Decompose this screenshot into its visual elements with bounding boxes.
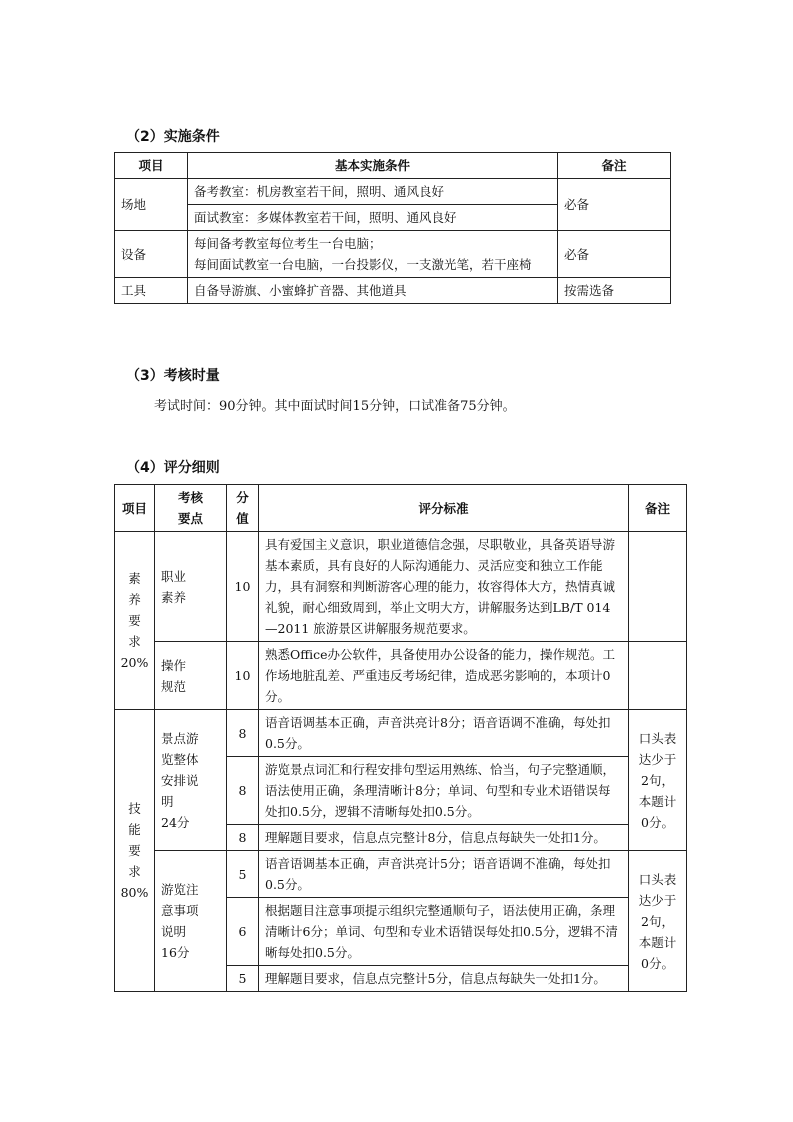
col-header-standard: 评分标准 [259, 485, 629, 532]
standard-cell: 根据题目注意事项提示组织完整通顺句子，语法使用正确，条理清晰计6分；单词、句型和专业术语错误每处扣0.5分，逻辑不清晰每处扣0.5分。 [259, 898, 629, 966]
col-header-conditions: 基本实施条件 [188, 153, 558, 179]
skill-point-overview: 景点游 览整体 安排说 明 24分 [155, 710, 227, 851]
score-cell: 8 [227, 757, 259, 825]
section-2-heading: （2）实施条件 [126, 129, 220, 145]
scoring-table [114, 484, 687, 992]
col-header-item: 项目 [115, 153, 188, 179]
table-row [115, 710, 687, 757]
tools-note: 按需选备 [558, 278, 671, 304]
note-cell-empty [629, 642, 687, 710]
quality-point-professional: 职业 素养 [155, 532, 227, 642]
skill-point-precautions: 游览注 意事项 说明 16分 [155, 851, 227, 992]
score-cell: 8 [227, 825, 259, 851]
quality-label: 素 养 要 求 20% [115, 532, 155, 710]
score-cell: 10 [227, 642, 259, 710]
standard-cell: 语音语调基本正确，声音洪亮计5分；语音语调不准确，每处扣0.5分。 [259, 851, 629, 898]
standard-cell: 熟悉Office办公软件，具备使用办公设备的能力，操作规范。工作场地脏乱差、严重违反考场纪律，造成恶劣影响的，本项计0分。 [259, 642, 629, 710]
venue-interview-room: 面试教室：多媒体教室若干间，照明、通风良好 [188, 205, 558, 231]
table-row [115, 231, 671, 278]
equipment-label: 设备 [115, 231, 188, 278]
section-3-heading: （3）考核时量 [126, 368, 220, 384]
equipment-text: 每间备考教室每位考生一台电脑； 每间面试教室一台电脑，一台投影仪，一支激光笔，若干座椅 [188, 231, 558, 278]
score-cell: 6 [227, 898, 259, 966]
standard-cell: 语音语调基本正确，声音洪亮计8分；语音语调不准确，每处扣0.5分。 [259, 710, 629, 757]
standard-cell: 具有爱国主义意识，职业道德信念强，尽职敬业，具备英语导游基本素质，具有良好的人际沟通能力、灵活应变和独立工作能力，具有洞察和判断游客心理的能力，妆容得体大方，热情真诚礼貌，耐心细致周到，举止文明大方，讲解服务达到LB/T 014—2011 旅游景区讲解服务规范要求。 [259, 532, 629, 642]
standard-cell: 理解题目要求，信息点完整计8分，信息点每缺失一处扣1分。 [259, 825, 629, 851]
note-cell-empty [629, 532, 687, 642]
section-4-heading: （4）评分细则 [126, 460, 220, 476]
standard-cell: 游览景点词汇和行程安排句型运用熟练、恰当，句子完整通顺，语法使用正确，条理清晰计8分；单词、句型和专业术语错误每处扣0.5分，逻辑不清晰每处扣0.5分。 [259, 757, 629, 825]
table-row [115, 278, 671, 304]
table-row [115, 851, 687, 898]
score-cell: 5 [227, 851, 259, 898]
tools-text: 自备导游旗、小蜜蜂扩音器、其他道具 [188, 278, 558, 304]
col-header-point: 考核 要点 [155, 485, 227, 532]
skill-label: 技 能 要 求 80% [115, 710, 155, 992]
skill-note-overview: 口头表 达少于 2句， 本题计 0分。 [629, 710, 687, 851]
tools-label: 工具 [115, 278, 188, 304]
venue-label: 场地 [115, 179, 188, 231]
table-row [115, 532, 687, 642]
equipment-note: 必备 [558, 231, 671, 278]
skill-note-precautions: 口头表 达少于 2句， 本题计 0分。 [629, 851, 687, 992]
score-cell: 10 [227, 532, 259, 642]
table-row [115, 485, 687, 532]
quality-point-operation: 操作 规范 [155, 642, 227, 710]
col-header-score: 分 值 [227, 485, 259, 532]
col-header-item: 项目 [115, 485, 155, 532]
score-cell: 8 [227, 710, 259, 757]
venue-prep-room: 备考教室：机房教室若干间，照明、通风良好 [188, 179, 558, 205]
score-cell: 5 [227, 966, 259, 992]
col-header-note: 备注 [558, 153, 671, 179]
conditions-table [114, 152, 671, 304]
table-row [115, 642, 687, 710]
venue-note: 必备 [558, 179, 671, 231]
exam-time-text: 考试时间：90分钟。其中面试时间15分钟，口试准备75分钟。 [154, 399, 516, 414]
col-header-note: 备注 [629, 485, 687, 532]
table-row [115, 179, 671, 205]
standard-cell: 理解题目要求，信息点完整计5分，信息点每缺失一处扣1分。 [259, 966, 629, 992]
table-row [115, 153, 671, 179]
